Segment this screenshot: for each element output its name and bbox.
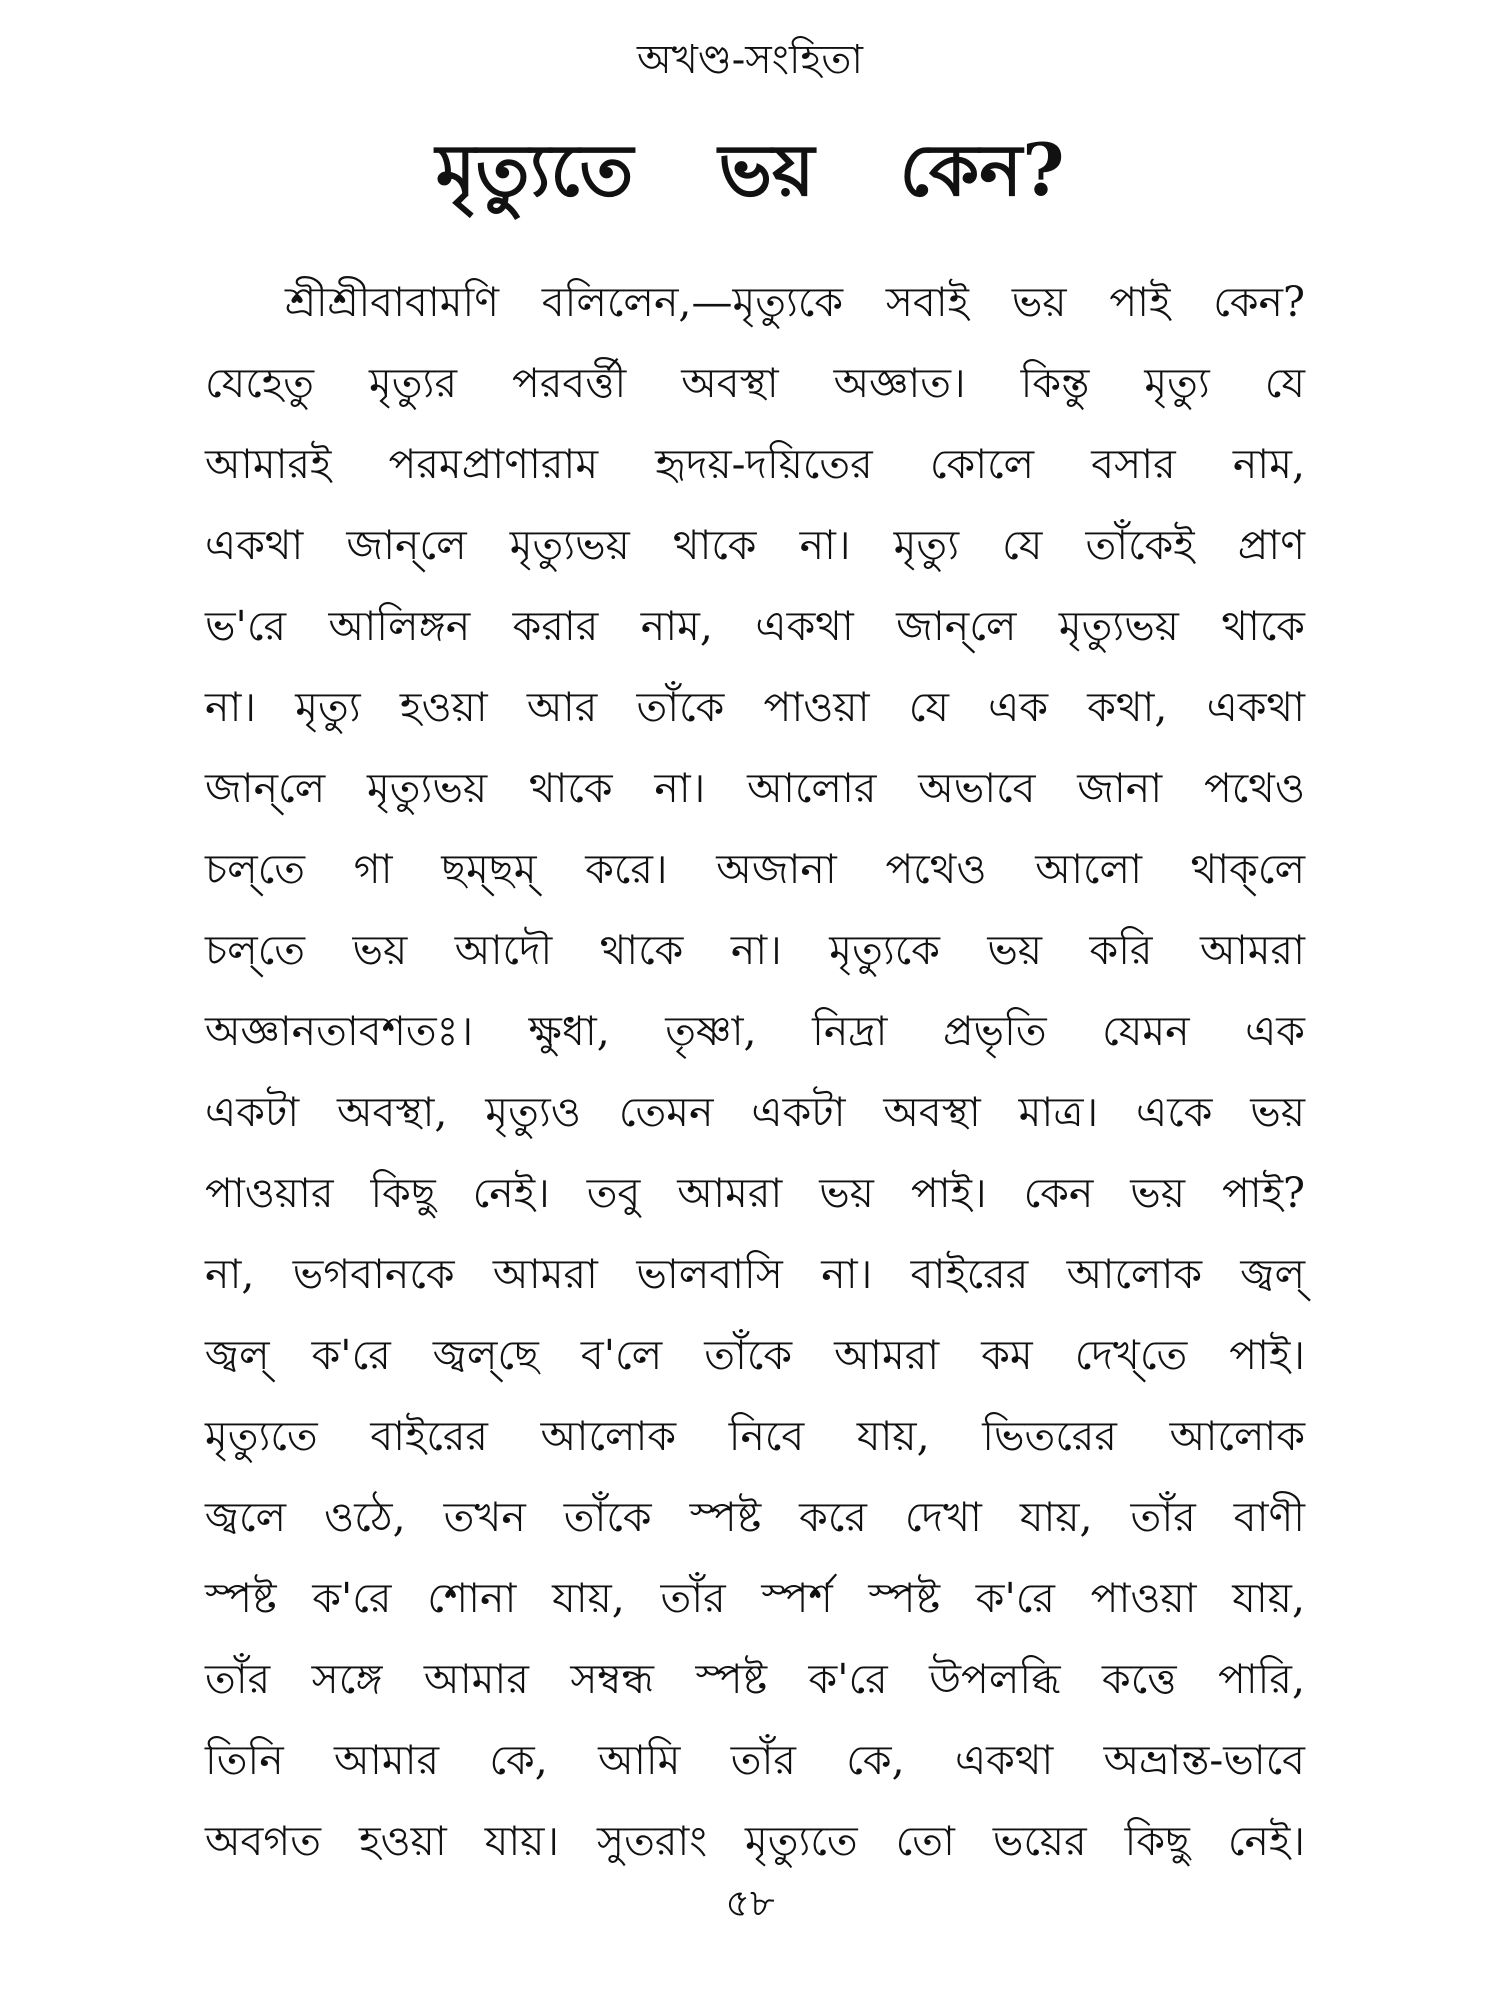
text-line: একটা অবস্থা, মৃত্যুও তেমন একটা অবস্থা মাত্র। একে ভয় — [205, 1088, 1305, 1136]
text-line: না, ভগবানকে আমরা ভালবাসি না। বাইরের আলোক জ্বল্‌ — [205, 1250, 1305, 1298]
chapter-title: মৃত্যুতে ভয় কেন? — [435, 127, 1065, 212]
text-line: না। মৃত্যু হওয়া আর তাঁকে পাওয়া যে এক কথা, একথা — [205, 683, 1305, 731]
text-line: চল্‌তে গা ছম্‌ছম্‌ করে। অজানা পথেও আলো থাক্‌লে — [205, 845, 1305, 893]
page-number: ৫৮ — [725, 1881, 775, 1925]
text-line: আমারই পরমপ্রাণারাম হৃদয়-দয়িতের কোলে বসার নাম, — [205, 440, 1305, 488]
text-line: জ্বল্‌ ক'রে জ্বল্‌ছে ব'লে তাঁকে আমরা কম দেখ্‌তে পাই। — [205, 1331, 1305, 1379]
text-line: অবগত হওয়া যায়। সুতরাং মৃত্যুতে তো ভয়ের কিছু নেই। — [205, 1817, 1305, 1865]
text-line: একথা জান্‌লে মৃত্যুভয় থাকে না। মৃত্যু যে তাঁকেই প্রাণ — [205, 521, 1305, 569]
text-line: পাওয়ার কিছু নেই। তবু আমরা ভয় পাই। কেন ভয় পাই? — [205, 1169, 1305, 1217]
text-line: তাঁর সঙ্গে আমার সম্বন্ধ স্পষ্ট ক'রে উপলব্ধি কত্তে পারি, — [205, 1655, 1305, 1703]
text-line: জ্বলে ওঠে, তখন তাঁকে স্পষ্ট করে দেখা যায়, তাঁর বাণী — [205, 1493, 1305, 1541]
body-text — [205, 262, 1305, 1882]
text-line: ভ'রে আলিঙ্গন করার নাম, একথা জান্‌লে মৃত্যুভয় থাকে — [205, 602, 1305, 650]
text-line: অজ্ঞানতাবশতঃ। ক্ষুধা, তৃষ্ণা, নিদ্রা প্রভৃতি যেমন এক — [205, 1007, 1305, 1055]
text-line: তিনি আমার কে, আমি তাঁর কে, একথা অভ্রান্ত-ভাবে — [205, 1736, 1305, 1784]
text-line: শ্রীশ্রীবাবামণি বলিলেন,—মৃত্যুকে সবাই ভয় পাই কেন? — [285, 278, 1305, 326]
text-line: মৃত্যুতে বাইরের আলোক নিবে যায়, ভিতরের আলোক — [205, 1412, 1305, 1460]
running-header: অখণ্ড-সংহিতা — [636, 37, 864, 83]
text-line: জান্‌লে মৃত্যুভয় থাকে না। আলোর অভাবে জানা পথেও — [205, 764, 1305, 812]
text-line: যেহেতু মৃত্যুর পরবর্ত্তী অবস্থা অজ্ঞাত। কিন্তু মৃত্যু যে — [205, 359, 1305, 407]
text-line: চল্‌তে ভয় আদৌ থাকে না। মৃত্যুকে ভয় করি আমরা — [205, 926, 1305, 974]
text-line: স্পষ্ট ক'রে শোনা যায়, তাঁর স্পর্শ স্পষ্ট ক'রে পাওয়া যায়, — [205, 1574, 1305, 1622]
